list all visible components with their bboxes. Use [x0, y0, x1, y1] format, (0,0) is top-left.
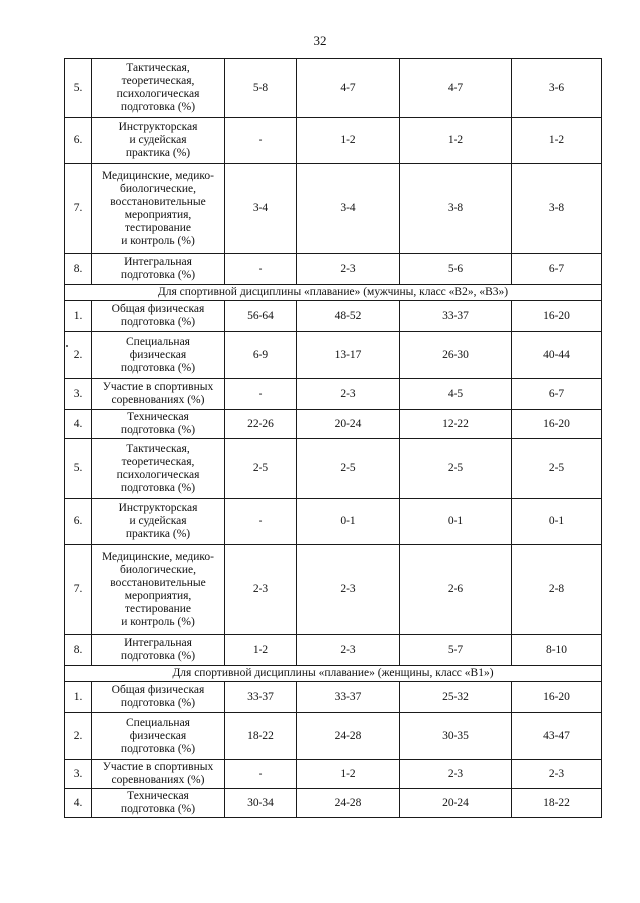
stage-value-2: 2-3: [297, 635, 400, 666]
training-type-name: Интегральная подготовка (%): [92, 254, 225, 285]
table-row: [65, 760, 602, 789]
stage-value-1: 30-34: [225, 789, 297, 818]
row-number: 6.: [65, 118, 92, 164]
row-number: 4.: [65, 410, 92, 439]
table-row: [65, 301, 602, 332]
stage-value-2: 2-5: [297, 439, 400, 499]
table-row: [65, 789, 602, 818]
stage-value-4: 16-20: [512, 682, 602, 713]
stage-value-2: 2-3: [297, 545, 400, 635]
stage-value-1: 3-4: [225, 164, 297, 254]
stage-value-1: 2-3: [225, 545, 297, 635]
row-number: 1.: [65, 682, 92, 713]
stage-value-1: 2-5: [225, 439, 297, 499]
stage-value-4: 8-10: [512, 635, 602, 666]
stage-value-2: 24-28: [297, 713, 400, 760]
table-row: [65, 635, 602, 666]
scan-speck: [66, 345, 68, 347]
stage-value-2: 2-3: [297, 379, 400, 410]
stage-value-1: 22-26: [225, 410, 297, 439]
training-type-name: Медицинские, медико- биологические, восстановительные мероприятия, тестирование и контроль (%): [92, 545, 225, 635]
section-title: Для спортивной дисциплины «плавание» (мужчины, класс «В2», «В3»): [65, 285, 602, 301]
stage-value-4: 16-20: [512, 410, 602, 439]
table-row: [65, 545, 602, 635]
stage-value-2: 1-2: [297, 760, 400, 789]
stage-value-1: 56-64: [225, 301, 297, 332]
stage-value-4: 16-20: [512, 301, 602, 332]
page-number: 32: [313, 33, 327, 48]
row-number: 1.: [65, 301, 92, 332]
stage-value-3: 2-5: [400, 439, 512, 499]
table-row: [65, 164, 602, 254]
row-number: 5.: [65, 439, 92, 499]
stage-value-2: 2-3: [297, 254, 400, 285]
section-header-row: [65, 285, 602, 301]
stage-value-2: 33-37: [297, 682, 400, 713]
section-header-row: [65, 666, 602, 682]
stage-value-4: 0-1: [512, 499, 602, 545]
stage-value-3: 30-35: [400, 713, 512, 760]
stage-value-1: -: [225, 379, 297, 410]
row-number: 3.: [65, 379, 92, 410]
row-number: 7.: [65, 164, 92, 254]
stage-value-2: 4-7: [297, 59, 400, 118]
table-row: [65, 682, 602, 713]
table-row: [65, 118, 602, 164]
training-type-name: Интегральная подготовка (%): [92, 635, 225, 666]
stage-value-1: 33-37: [225, 682, 297, 713]
stage-value-4: 18-22: [512, 789, 602, 818]
stage-value-1: 18-22: [225, 713, 297, 760]
row-number: 6.: [65, 499, 92, 545]
training-type-name: Общая физическая подготовка (%): [92, 682, 225, 713]
stage-value-2: 0-1: [297, 499, 400, 545]
stage-value-4: 43-47: [512, 713, 602, 760]
table-row: [65, 379, 602, 410]
training-type-name: Техническая подготовка (%): [92, 789, 225, 818]
table-body: [65, 59, 602, 818]
training-type-name: Общая физическая подготовка (%): [92, 301, 225, 332]
training-type-name: Инструкторская и судейская практика (%): [92, 118, 225, 164]
stage-value-4: 2-3: [512, 760, 602, 789]
stage-value-4: 6-7: [512, 379, 602, 410]
stage-value-1: 1-2: [225, 635, 297, 666]
table-row: [65, 332, 602, 379]
stage-value-3: 20-24: [400, 789, 512, 818]
stage-value-2: 3-4: [297, 164, 400, 254]
stage-value-3: 5-6: [400, 254, 512, 285]
stage-value-4: 2-8: [512, 545, 602, 635]
stage-value-4: 6-7: [512, 254, 602, 285]
stage-value-3: 5-7: [400, 635, 512, 666]
table-row: [65, 499, 602, 545]
stage-value-2: 13-17: [297, 332, 400, 379]
section-title: Для спортивной дисциплины «плавание» (женщины, класс «В1»): [65, 666, 602, 682]
row-number: 3.: [65, 760, 92, 789]
training-type-name: Медицинские, медико- биологические, восстановительные мероприятия, тестирование и контроль (%): [92, 164, 225, 254]
row-number: 5.: [65, 59, 92, 118]
table-row: [65, 439, 602, 499]
stage-value-3: 3-8: [400, 164, 512, 254]
row-number: 2.: [65, 332, 92, 379]
training-type-name: Специальная физическая подготовка (%): [92, 713, 225, 760]
training-type-name: Тактическая, теоретическая, психологическая подготовка (%): [92, 59, 225, 118]
training-type-name: Специальная физическая подготовка (%): [92, 332, 225, 379]
row-number: 2.: [65, 713, 92, 760]
stage-value-3: 4-7: [400, 59, 512, 118]
stage-value-2: 1-2: [297, 118, 400, 164]
row-number: 8.: [65, 254, 92, 285]
stage-value-3: 26-30: [400, 332, 512, 379]
stage-value-1: 6-9: [225, 332, 297, 379]
stage-value-3: 1-2: [400, 118, 512, 164]
row-number: 8.: [65, 635, 92, 666]
stage-value-4: 3-8: [512, 164, 602, 254]
stage-value-2: 24-28: [297, 789, 400, 818]
stage-value-1: -: [225, 254, 297, 285]
stage-value-2: 20-24: [297, 410, 400, 439]
table-row: [65, 254, 602, 285]
training-type-name: Участие в спортивных соревнованиях (%): [92, 760, 225, 789]
stage-value-1: -: [225, 118, 297, 164]
training-type-name: Участие в спортивных соревнованиях (%): [92, 379, 225, 410]
training-type-name: Техническая подготовка (%): [92, 410, 225, 439]
stage-value-1: 5-8: [225, 59, 297, 118]
stage-value-3: 33-37: [400, 301, 512, 332]
stage-value-1: -: [225, 499, 297, 545]
stage-value-4: 1-2: [512, 118, 602, 164]
stage-value-3: 2-3: [400, 760, 512, 789]
stage-value-3: 25-32: [400, 682, 512, 713]
table-row: [65, 59, 602, 118]
table-row: [65, 713, 602, 760]
stage-value-1: -: [225, 760, 297, 789]
stage-value-3: 0-1: [400, 499, 512, 545]
stage-value-4: 2-5: [512, 439, 602, 499]
row-number: 4.: [65, 789, 92, 818]
stage-value-4: 3-6: [512, 59, 602, 118]
stage-value-4: 40-44: [512, 332, 602, 379]
table-row: [65, 410, 602, 439]
stage-value-3: 12-22: [400, 410, 512, 439]
training-structure-table: [64, 58, 602, 818]
stage-value-3: 2-6: [400, 545, 512, 635]
stage-value-2: 48-52: [297, 301, 400, 332]
training-type-name: Инструкторская и судейская практика (%): [92, 499, 225, 545]
row-number: 7.: [65, 545, 92, 635]
stage-value-3: 4-5: [400, 379, 512, 410]
training-type-name: Тактическая, теоретическая, психологическая подготовка (%): [92, 439, 225, 499]
